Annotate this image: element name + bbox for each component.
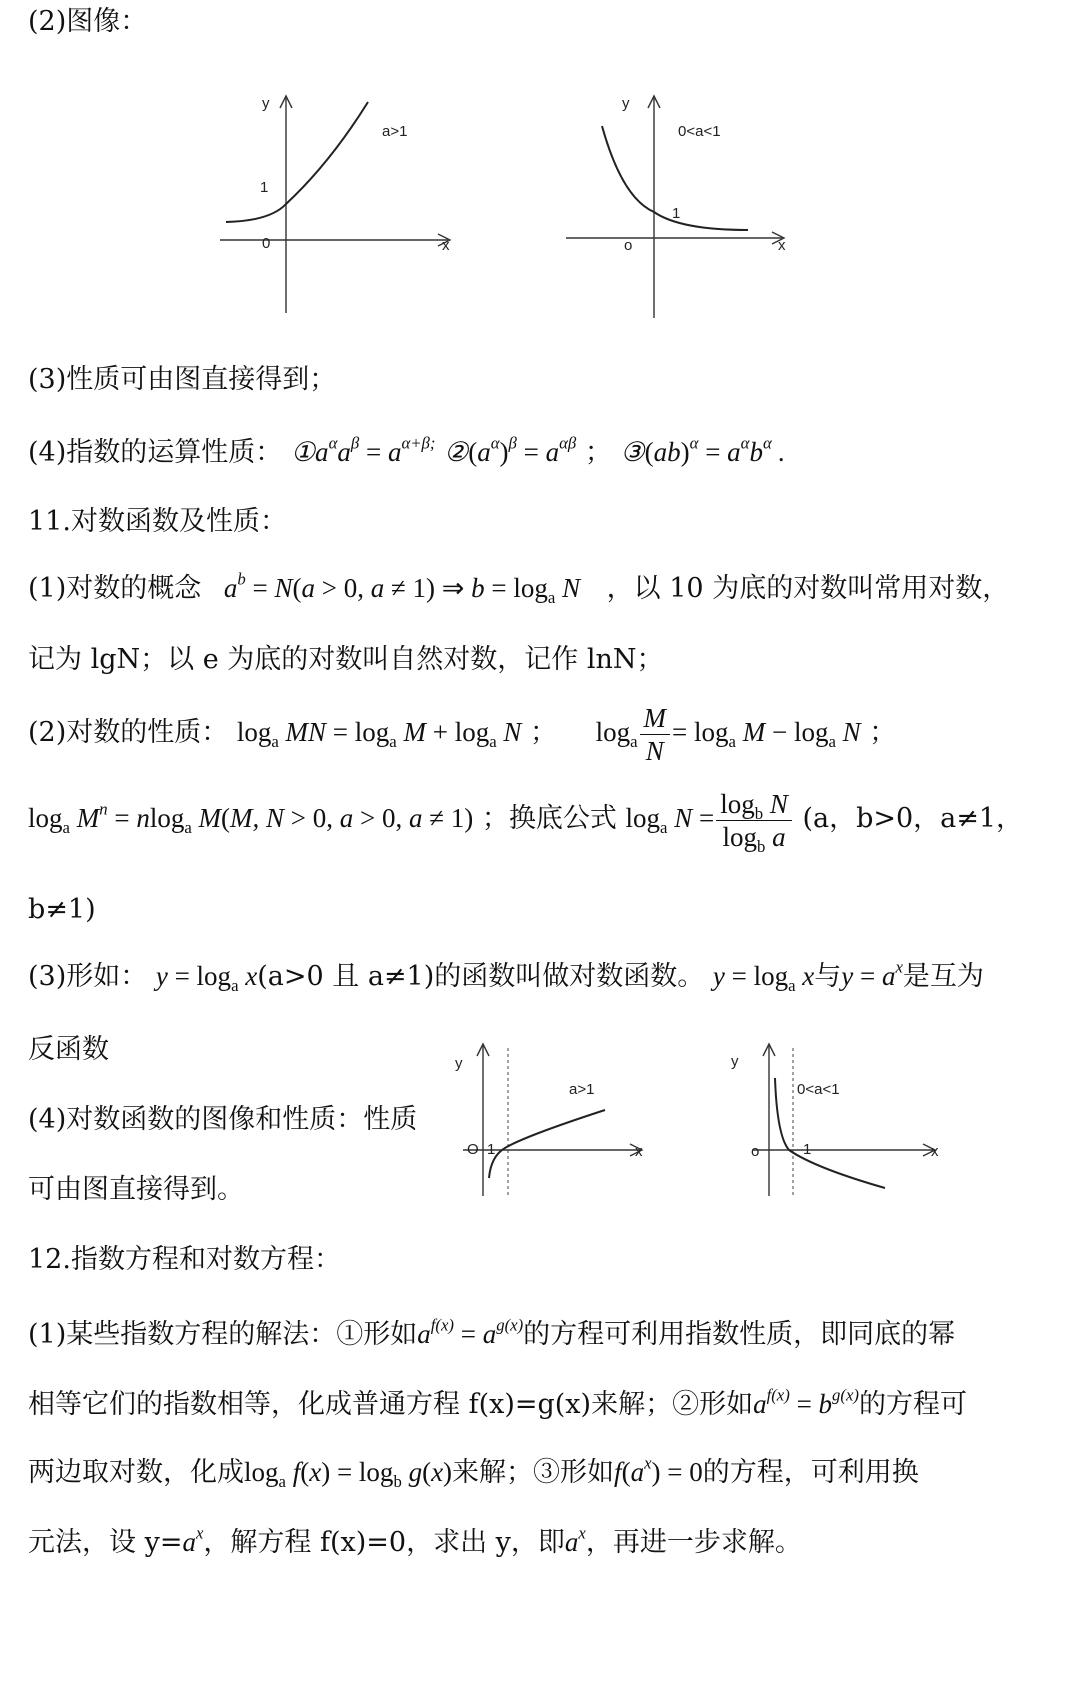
svg-text:O: O: [467, 1141, 479, 1158]
eq-line3-a: 两边取对数，化成: [28, 1457, 244, 1488]
log-def-line: [28, 569, 1010, 607]
svg-text:y: y: [262, 95, 270, 112]
eq-form-3: $\log_a f(x) = \log_b g(x)$: [244, 1457, 453, 1491]
svg-text:x: x: [635, 1143, 643, 1160]
sep2: ；: [869, 717, 897, 749]
exp-graph-a-lt-1: [560, 88, 800, 323]
prop-graph-line2: 可由图直接得到。: [28, 1174, 244, 1205]
eq-form-1: $a^{f(x)} = a^{g(x)}$: [417, 1315, 524, 1349]
ax-1: $a^x$: [182, 1523, 204, 1557]
eq-line3: [28, 1453, 919, 1491]
exp-graph-a-gt-1: [210, 88, 470, 318]
svg-text:y: y: [455, 1055, 463, 1072]
log-quotient-rule: $\log_a$ $\frac{M}{N}$ = $\log_a M - \log_a N$: [595, 703, 861, 767]
eq-line4-c: ，再进一步求解。: [585, 1527, 802, 1558]
log-graph-a-lt-1: [725, 1038, 955, 1203]
log-func-2: $y = \log_a x$: [712, 961, 815, 995]
heading-graph: (2)图像：: [28, 6, 148, 37]
prop3: (3)性质可由图直接得到；: [28, 364, 337, 395]
log-props-line: [28, 702, 896, 768]
svg-text:1: 1: [672, 205, 681, 222]
svg-text:0: 0: [262, 235, 271, 252]
svg-text:1: 1: [260, 179, 269, 196]
sec11-heading: 11.对数函数及性质：: [28, 506, 287, 537]
ax-2: $a^x$: [564, 1523, 586, 1557]
eq-form-4: $f(a^x) = 0$: [614, 1453, 703, 1487]
log-props-label: (2)对数的性质：: [28, 717, 229, 749]
form3-and: 与: [814, 961, 842, 992]
exp-rule-3: ③(ab)$^\alpha$ = $a^\alpha b^\alpha$ .: [620, 433, 786, 467]
eq-line4-a: 元法，设 y=: [28, 1527, 183, 1558]
log-graph-a-gt-1: [445, 1038, 660, 1203]
form3-line: [28, 957, 984, 995]
change-base-label: ；换底公式: [481, 803, 617, 835]
log-power-rule: $\log_a M^n = nlog_a$ M(M, N > 0, a > 0, a ≠ 1): [28, 799, 474, 837]
exp-rule-2: $②(a^\alpha)^\beta = a^{\alpha\beta}$: [444, 433, 577, 467]
eq-line2-b: 的方程可: [859, 1389, 967, 1420]
svg-text:a>1: a>1: [569, 1081, 595, 1098]
eq-line2-a: 相等它们的指数相等，化成普通方程 f(x)=g(x)来解；②形如: [28, 1389, 754, 1420]
change-base-formula: $\log_a N$ = $\frac{\log_b N}{\log_b a}$: [625, 803, 793, 833]
svg-text:y: y: [622, 95, 630, 112]
form3-mid: (a>0 且 a≠1)的函数叫做对数函数。: [257, 961, 705, 992]
svg-text:0<a<1: 0<a<1: [678, 123, 721, 140]
eq-line1-a: (1)某些指数方程的解法：①形如: [28, 1319, 418, 1350]
exp-rule-sep: ；: [584, 437, 612, 468]
eq-line2: [28, 1385, 967, 1421]
prop4-line: [28, 433, 786, 469]
eq-form-2: $a^{f(x)} = b^{g(x)}$: [753, 1385, 859, 1419]
log-func-1: $y = \log_a x$: [155, 961, 258, 995]
form3-end: 是互为: [902, 961, 984, 992]
svg-text:0<a<1: 0<a<1: [797, 1081, 840, 1098]
svg-text:a>1: a>1: [382, 123, 408, 140]
svg-text:1: 1: [803, 1141, 812, 1158]
prop-graph-line1: (4)对数函数的图像和性质：性质: [28, 1104, 418, 1135]
log-product-rule: $\log_a$ MN = $\log_a M + \log_a N$: [236, 717, 522, 751]
sep1: ；: [530, 717, 557, 749]
svg-text:x: x: [931, 1143, 939, 1160]
eq-line4-b: ，解方程 f(x)=0，求出 y，即: [203, 1527, 565, 1558]
svg-text:o: o: [751, 1143, 760, 1160]
change-base-cond: (a，b>0，a≠1，: [802, 803, 1024, 835]
eq-line1: [28, 1315, 956, 1351]
eq-line1-b: 的方程可利用指数性质，即同底的幂: [523, 1319, 956, 1350]
change-base-cond2: b≠1): [28, 894, 96, 925]
eq-line3-c: 的方程，可利用换: [702, 1457, 919, 1488]
eq-line3-b: 来解；③形如: [452, 1457, 615, 1488]
form3-line2: 反函数: [28, 1034, 109, 1065]
log-def-formula: $a^b = N(a > 0$, a ≠ 1) ⇒ $b = \log_a N$: [223, 569, 581, 607]
log-def-suffix: ，以 10 为底的对数叫常用对数，: [606, 573, 1010, 604]
svg-text:y: y: [731, 1053, 739, 1070]
svg-text:1: 1: [487, 1141, 496, 1158]
log-power-line: [28, 788, 1024, 857]
prop4-label: (4)指数的运算性质：: [28, 437, 283, 468]
eq-line4: [28, 1523, 802, 1559]
log-def-line2: 记为 lgN；以 e 为底的对数叫自然对数，记作 lnN；: [28, 644, 664, 675]
svg-text:o: o: [624, 237, 633, 254]
svg-text:x: x: [442, 237, 450, 254]
exp-func: $y = a^x$: [841, 957, 903, 991]
log-def-prefix: (1)对数的概念: [28, 573, 202, 604]
exp-rule-1: $①a^\alpha a^\beta = a^{\alpha+\beta;}$: [290, 433, 436, 467]
form3-prefix: (3)形如：: [28, 961, 148, 992]
svg-text:x: x: [778, 237, 786, 254]
sec12-heading: 12.指数方程和对数方程：: [28, 1244, 341, 1275]
